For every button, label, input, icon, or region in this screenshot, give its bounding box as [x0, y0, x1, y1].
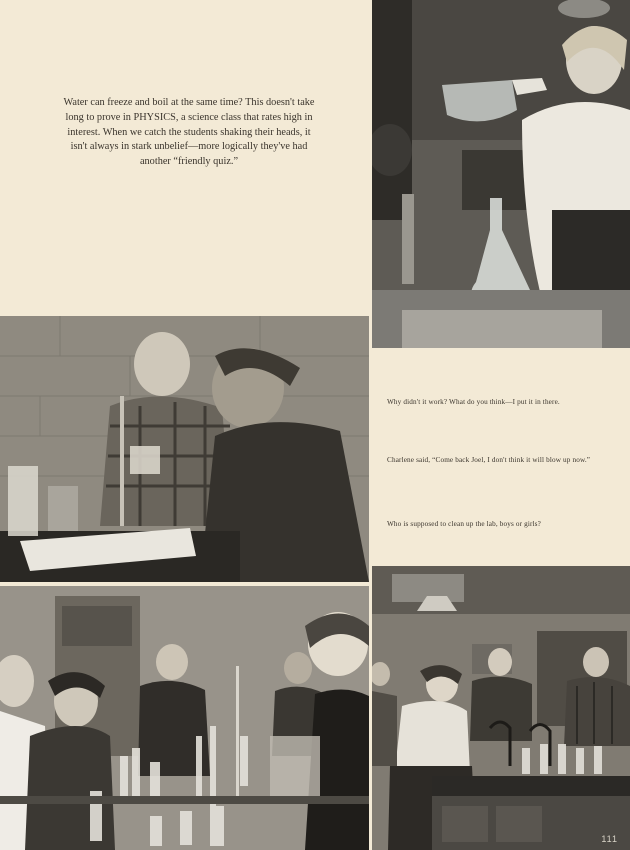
caption-charlene-said: Charlene said, “Come back Joel, I don't think it will blow up now.” [387, 456, 591, 464]
photo-students-at-lab-tables [0, 586, 369, 850]
photo-two-boys-at-lab-bench [0, 316, 369, 582]
photo-lab-cleanup [372, 566, 630, 850]
intro-paragraph: Water can freeze and boil at the same time? This doesn't take long to prove in PHYSICS, a science class that rates high in interest. When we catch the students shaking their heads, it isn't always in stark unbelief—more logically they've had another “friendly quiz.” [63, 97, 315, 168]
page-number: 111 [601, 834, 618, 844]
caption-why-didnt-it-work: Why didn't it work? What do you think—I put it in there. [387, 398, 560, 406]
caption-clean-up-lab: Who is supposed to clean up the lab, boys or girls? [387, 520, 541, 528]
photo-girl-holding-flask [372, 0, 630, 348]
